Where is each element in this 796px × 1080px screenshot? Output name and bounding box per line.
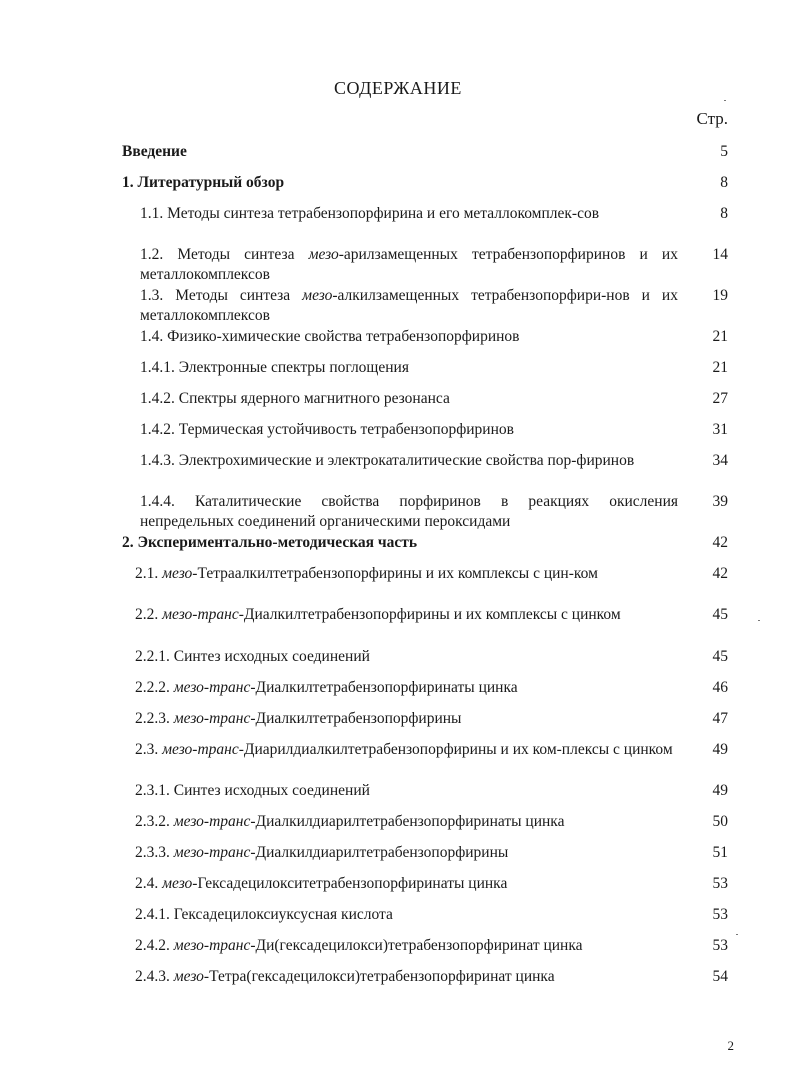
toc-entry-text: 1.4.2. Термическая устойчивость тетрабензопорфиринов: [140, 421, 514, 438]
toc-entry-text: 2.4.2. мезо-транс-Ди(гексадецилокси)тетрабензопорфиринат цинка: [135, 937, 583, 954]
toc-entry-text: 2.3.1. Синтез исходных соединений: [135, 782, 370, 799]
toc-entry-page: 53: [712, 875, 728, 892]
page-column-header: Стр.: [696, 109, 728, 128]
scan-speck: [758, 620, 760, 621]
toc-entry-text: 2.2.3. мезо-транс-Диалкилтетрабензопорфирины: [135, 710, 462, 727]
toc-entry-text: 2.2.1. Синтез исходных соединений: [135, 648, 370, 665]
toc-entry-page: 46: [712, 679, 728, 696]
toc-entry-page: 42: [712, 534, 728, 551]
toc-entry-page: 31: [712, 421, 728, 438]
toc-entry-text: 1.1. Методы синтеза тетрабензопорфирина и его металлокомплек-сов: [140, 205, 600, 222]
toc-entry-text: 2.4. мезо-Гексадецилокситетрабензопорфиринаты цинка: [135, 875, 508, 892]
toc-entry-text: 2.3.3. мезо-транс-Диалкилдиарилтетрабензопорфирины: [135, 844, 509, 861]
toc-entry-page: 8: [720, 205, 728, 222]
toc-entry-page: 34: [712, 452, 728, 469]
toc-entry-text: 2.4.1. Гексадецилоксиуксусная кислота: [135, 906, 393, 923]
toc-entry-page: 50: [712, 813, 728, 830]
toc-entry-text: 2.1. мезо-Тетраалкилтетрабензопорфирины и их комплексы с цин-ком: [135, 565, 598, 582]
toc-entry-text: 2.2.2. мезо-транс-Диалкилтетрабензопорфиринаты цинка: [135, 679, 518, 696]
toc-entry-text: 2.3. мезо-транс-Диарилдиалкилтетрабензопорфирины и их ком-плексы с цинком: [135, 741, 673, 758]
toc-entry-page: 45: [712, 648, 728, 665]
toc-entry-text: 1.4.3. Электрохимические и электрокаталитические свойства пор-фиринов: [140, 452, 635, 469]
toc-entry-page: 21: [712, 359, 728, 376]
toc-entry-page: 49: [712, 741, 728, 758]
page-number: 2: [727, 1038, 734, 1053]
toc-entry-page: 42: [712, 565, 728, 582]
toc-entry-page: 53: [712, 937, 728, 954]
toc-entry-page: 53: [712, 906, 728, 923]
toc-entry-page: 54: [712, 968, 728, 985]
toc-entry-text: 2.4.3. мезо-Тетра(гексадецилокси)тетрабензопорфиринат цинка: [135, 968, 555, 985]
toc-entry-page: 47: [712, 710, 728, 727]
toc-entry-page: 19: [712, 287, 728, 304]
toc-entry-text: 2.3.2. мезо-транс-Диалкилдиарилтетрабензопорфиринаты цинка: [135, 813, 565, 830]
scan-speck: [724, 100, 726, 101]
toc-entry-page: 39: [712, 493, 728, 510]
toc-entry-page: 27: [712, 390, 728, 407]
toc-entry-page: 14: [712, 246, 728, 263]
toc-entry-text: 1.4.4. Каталитические свойства порфиринов в реакциях окисления непредельных соединений органическими пероксидами: [140, 493, 678, 530]
toc-entry-text: 1.4.2. Спектры ядерного магнитного резонанса: [140, 390, 450, 407]
toc-entry-page: 21: [712, 328, 728, 345]
toc-entry-page: 45: [712, 606, 728, 623]
toc-entry-text: 1.2. Методы синтеза мезо-арилзамещенных тетрабензопорфиринов и их металлокомплексов: [140, 246, 678, 283]
toc-entry-text: 1.4. Физико-химические свойства тетрабензопорфиринов: [140, 328, 520, 345]
toc-entry-page: 8: [720, 174, 728, 191]
scan-speck: [736, 934, 738, 935]
toc-entry-text: 2.2. мезо-транс-Диалкилтетрабензопорфирины и их комплексы с цинком: [135, 606, 621, 623]
toc-entry-text: 1. Литературный обзор: [122, 174, 285, 191]
toc-heading: СОДЕРЖАНИЕ: [334, 78, 462, 98]
toc-entry-text: 2. Экспериментально-методическая часть: [122, 534, 418, 551]
toc-entry-page: 5: [720, 143, 728, 160]
toc-entry-page: 51: [712, 844, 728, 861]
toc-entry-text: 1.4.1. Электронные спектры поглощения: [140, 359, 409, 376]
toc-entry-text: 1.3. Методы синтеза мезо-алкилзамещенных тетрабензопорфири-нов и их металлокомплексов: [140, 287, 678, 324]
toc-entry-text: Введение: [122, 143, 187, 160]
toc-entry-page: 49: [712, 782, 728, 799]
